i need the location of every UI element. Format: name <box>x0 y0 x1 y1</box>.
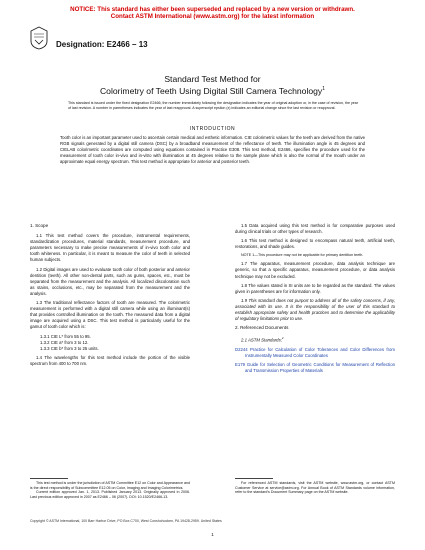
astm-standards-label: 2.1 ASTM Standards: <box>241 337 282 343</box>
right-footnote: For referenced ASTM standards, visit the ASTM website, www.astm.org, or contact ASTM Customer Service at service@astm.org. For Annual Book of ASTM Standards volume information, refer to the standard's Document Summary page on the ASTM website. <box>235 481 395 495</box>
notice-line-2: Contact ASTM International (www.astm.org) for the latest information <box>110 13 315 21</box>
designation: Designation: E2466 – 13 <box>56 40 148 49</box>
paragraph-1-6: 1.6 This test method is designed to encompass natural teeth, artificial teeth, restorations, and shade guides. <box>235 238 395 250</box>
paragraph-1-5: 1.5 Data acquired using this test method is for comparative purposes used during clinical trials or other types of research. <box>235 223 395 235</box>
paragraph-1-2: 1.2 Digital images are used to evaluate tooth color of both posterior and anterior dentition (teeth). All other non-dental parts, such as gums, spaces, etc., must be separated from the measurement and the analysis. All localized discoloration such as stains, occlusions, etc., may be separated from the measurement and the analysis. <box>30 266 190 296</box>
note-1: NOTE 1—This procedure may not be applicable for primary dentition teeth. <box>241 253 364 258</box>
right-footnote-rule <box>235 478 273 479</box>
paragraph-1-8: 1.8 The values stated in SI units are to be regarded as the standard. The values given in parentheses are for information only. <box>235 282 395 294</box>
item-1-3-1: 1.3.1 CIE L* from 55 to 95. <box>40 333 91 339</box>
introduction-text: Tooth color is an important parameter used to ascertain certain medical and esthetic information. CIE colorimetric values for the teeth are derived from the native RGB signals generated by a digital still camera (DSC) by a broadband measurement of the reflectance of teeth. The illumination angle is 45 degrees and CIELAB colorimetric coordinates are computed using equations contained in Practice E308. This test method, E2466, specifies the procedure used for the measurement of tooth color in-vivo and in-vitro with illumination at 45 degrees relative to the sample plane which is also the normal of the mouth under an approximate equal energy spectrum. This test method is appropriate for anterior and posterior teeth. <box>60 135 365 165</box>
left-column <box>30 223 190 370</box>
paragraph-1-9: 1.9 This standard does not purport to address all of the safety concerns, if any, associated with its use. It is the responsibility of the user of this standard to establish appropriate safety and health practices and to determine the applicability of regulatory limitations prior to use. <box>235 297 395 322</box>
jurisdiction-note: This standard is issued under the fixed designation E2466; the number immediately following the designation indicates the year of original adoption or, in the case of revision, the year of last revision. A number in parentheses indicates the year of last reapproval. A superscript epsilon (ε) indicates an editorial change since the last revision or reapproval. <box>68 101 358 110</box>
paragraph-1-7: 1.7 The apparatus, measurement procedure, data analysis technique are generic, so that a specific apparatus, measurement procedure, or data analysis technique may not be excluded. <box>235 261 395 279</box>
title-text: Colorimetry of Teeth Using Digital Still Camera Technology <box>99 85 323 96</box>
reference-code-e179[interactable]: E179 <box>235 362 246 368</box>
copyright-line: Copyright © ASTM International, 100 Barr Harbor Drive, PO Box C700, West Conshohocken, PA 19428-2959. United States <box>30 519 222 523</box>
paragraph-2-1 <box>235 335 395 344</box>
paragraph-1-3: 1.3 The traditional reflectance factors of tooth are measured. The colorimetric measurement is performed with a digital still camera while using an illuminant(s) that provides controlled illumination on the tooth. The measured data from a digital image are acquired using a DSC. This test method is particularly useful for the gamut of tooth color which is: <box>30 300 190 330</box>
right-column <box>235 223 395 377</box>
notice-line-1: NOTICE: This standard has either been superseded and replaced by a new version or withdrawn. <box>70 6 355 13</box>
reference-title-e179[interactable]: Guide for Selection of Geometric Conditions for Measurement of Reflection and Transmission Properties of Materials <box>245 362 395 374</box>
document-title <box>30 74 395 96</box>
footnote-1b: Current edition approved Jan. 1, 2013. Published January 2013. Originally approved in 2006. Last previous edition approved in 2007 as E2466 – 06 (2007). DOI: 10.1520/E2466-13. <box>30 490 190 499</box>
title-line-1: Standard Test Method for <box>164 74 261 84</box>
reference-e179[interactable] <box>235 362 395 374</box>
astm-logo-icon <box>30 26 48 50</box>
footnote-1: This test method is under the jurisdiction of ASTM Committee E12 on Color and Appearance and is the direct responsibility of Subcommittee E12.05 on Color, Imaging and Imaging Colorimetrics. <box>30 481 190 490</box>
left-footnotes <box>30 481 190 499</box>
page-number: 1 <box>211 532 214 537</box>
reference-title-d2244[interactable]: Practice for Calculation of Color Tolerances and Color Differences from Instrumentally Measured Color Coordinates <box>245 346 396 358</box>
paragraph-1-4: 1.4 The wavelengths for this test method include the portion of the visible spectrum from 400 to 700 nm. <box>30 354 190 366</box>
item-1-3-2: 1.3.2 CIE a* from 3 to 12. <box>40 339 89 345</box>
title-footnote-mark: 1 <box>322 86 326 92</box>
astm-standards-footnote-mark: 2 <box>281 336 284 341</box>
introduction-heading: INTRODUCTION <box>189 126 236 132</box>
left-footnote-rule <box>30 478 68 479</box>
reference-code-d2244[interactable]: D2244 <box>235 346 248 352</box>
referenced-documents-heading: 2. Referenced Documents <box>235 325 289 331</box>
scope-heading: 1. Scope <box>30 223 49 228</box>
paragraph-1-1: 1.1 This test method covers the procedure, instrumental requirements, standardization procedures, material standards, measurement procedure, and parameters necessary to make precise measurements of in-vivo tooth color and tooth whiteness. In particular, it is meant to measure the color of teeth in selected human subjects. <box>30 233 190 263</box>
supersede-notice <box>0 6 425 21</box>
title-line-2 <box>30 84 395 96</box>
item-1-3-3: 1.3.3 CIE b* from 3 to 25 units. <box>40 345 99 351</box>
reference-d2244[interactable] <box>235 347 395 359</box>
